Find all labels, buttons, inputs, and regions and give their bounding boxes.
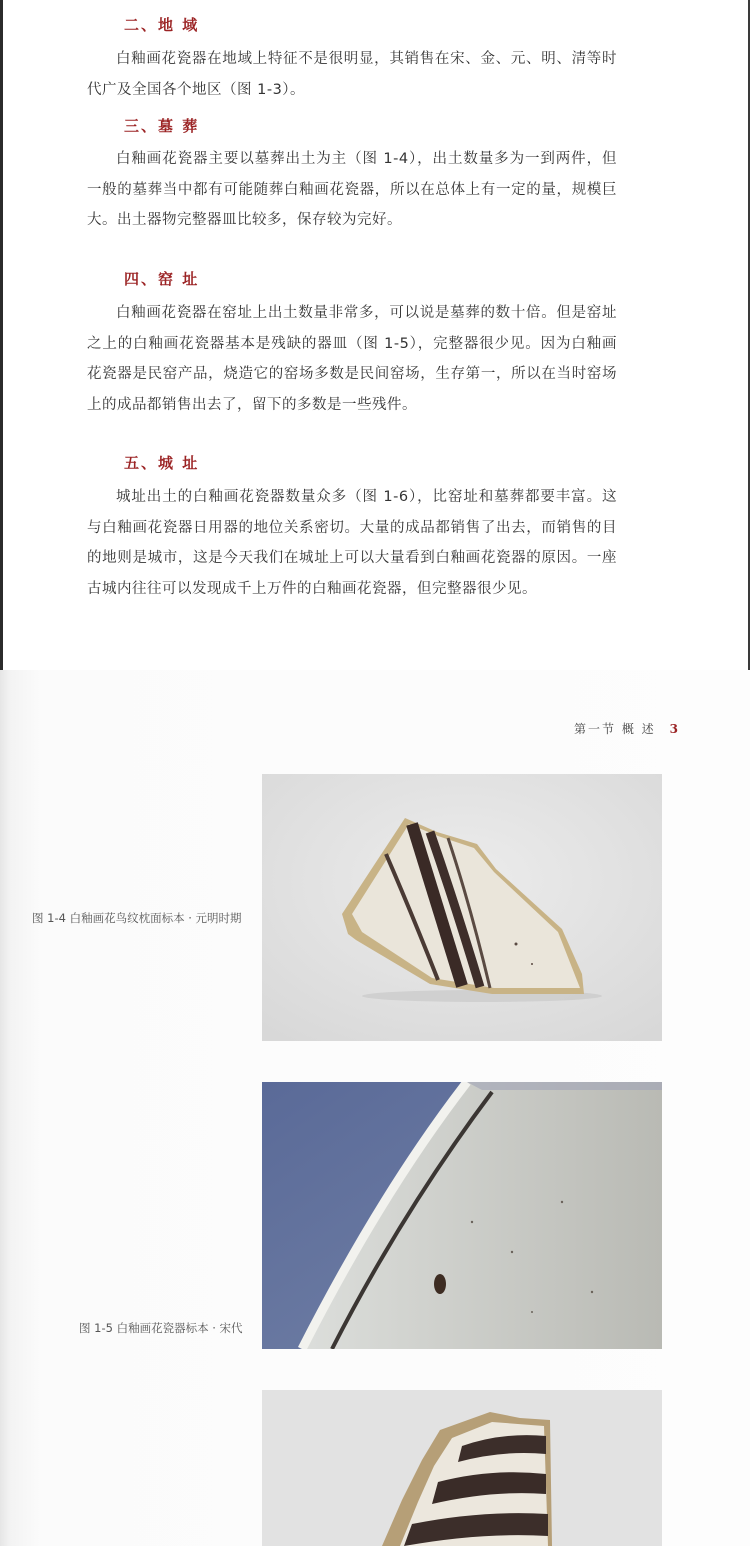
figure-1-5-photo — [262, 1082, 662, 1349]
figure-1-4-photo — [262, 774, 662, 1041]
running-header-title: 第一节 概 述 — [574, 722, 656, 736]
section-heading-cities: 五、城 址 — [124, 454, 200, 472]
page-edge-left — [0, 0, 3, 670]
figure-page — [0, 670, 750, 1546]
figure-1-6-photo — [262, 1390, 662, 1546]
section-heading-tombs: 三、墓 葬 — [124, 117, 200, 135]
section-heading-kilns: 四、窑 址 — [124, 270, 200, 288]
section-paragraph-region: 白釉画花瓷器在地域上特征不是很明显，其销售在宋、金、元、明、清等时代广及全国各个地区（图 1-3）。 — [87, 51, 617, 98]
section-paragraph-kilns: 白釉画花瓷器在窑址上出土数量非常多，可以说是墓葬的数十倍。但是窑址之上的白釉画花瓷器基本是残缺的器皿（图 1-5），完整器很少见。因为白釉画花瓷器是民窑产品，烧造它的窑场多数是民间窑场，生存第一，所以在当时窑场上的成品都销售出去了，留下的多数是一些残件。 — [87, 305, 617, 413]
text-page — [0, 0, 750, 670]
section-heading-region: 二、地 域 — [124, 16, 200, 34]
page-number: 3 — [669, 722, 680, 736]
running-header — [574, 720, 680, 737]
figure-1-4-caption: 图 1-4 白釉画花鸟纹枕面标本 · 元明时期 — [32, 911, 242, 925]
section-paragraph-cities: 城址出土的白釉画花瓷器数量众多（图 1-6），比窑址和墓葬都要丰富。这与白釉画花瓷器日用器的地位关系密切。大量的成品都销售了出去，而销售的目的地则是城市，这是今天我们在城址上可以大量看到白釉画花瓷器的原因。一座古城内往往可以发现成千上万件的白釉画花瓷器，但完整器很少见。 — [87, 489, 617, 597]
figure-1-5-caption: 图 1-5 白釉画花瓷器标本 · 宋代 — [79, 1321, 243, 1335]
section-paragraph-tombs: 白釉画花瓷器主要以墓葬出土为主（图 1-4），出土数量多为一到两件，但一般的墓葬当中都有可能随葬白釉画花瓷器，所以在总体上有一定的量，规模巨大。出土器物完整器皿比较多，保存较为完好。 — [87, 151, 617, 228]
